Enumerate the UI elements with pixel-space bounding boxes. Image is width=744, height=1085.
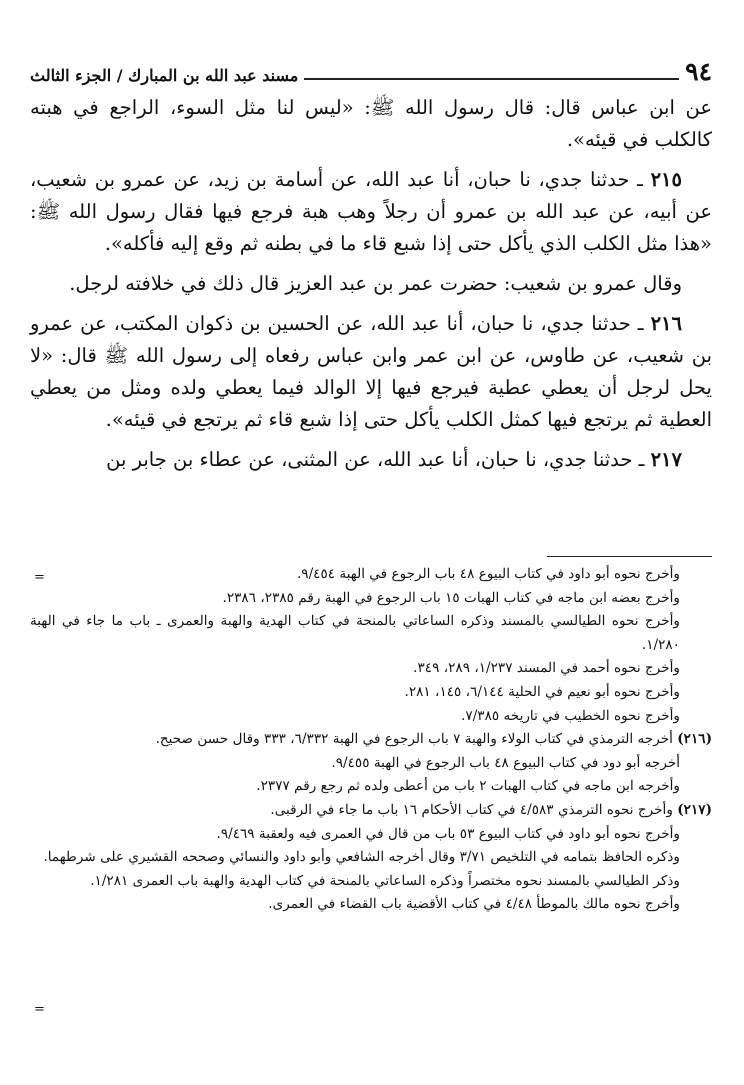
footnote-ref: (٢١٧)	[677, 801, 712, 818]
footnote-line: وأخرج نحوه أبو داود في كتاب البيوع ٥٣ باب من قال في العمرى فيه ولعقبة ٩/٤٦٩.	[216, 825, 680, 842]
hadith-text: ـ حدثنا جدي، نا حبان، أنا عبد الله، عن أسامة بن زيد، عن عمرو بن شعيب، عن أبيه، عن عبد الله بن عمرو أن رجلاً وهب هبة فرجع فيها فقال رسول الله ﷺ: «هذا مثل الكلب الذي يأكل حتى إذا شبع قاء ما في بطنه ثم وقع إليه فأكله».	[30, 168, 712, 255]
hadith-number: ٢١٥	[650, 168, 682, 191]
footnote-216	[30, 728, 712, 752]
header-title: مسند عبد الله بن المبارك / الجزء الثالث	[30, 66, 299, 85]
hadith-text: ـ حدثنا جدي، نا حبان، أنا عبد الله، عن المثنى، عن عطاء بن جابر بن	[106, 448, 645, 471]
header-rule	[304, 78, 679, 80]
footnote-line: وأخرج نحوه أبو نعيم في الحلية ٦/١٤٤، ١٤٥، ٢٨١.	[404, 683, 680, 700]
footnote-line: وأخرج نحوه أحمد في المسند ١/٢٣٧، ٢٨٩، ٣٤٩.	[413, 660, 680, 677]
footnote-line: أخرجه أبو دود في كتاب البيوع ٤٨ باب الرجوع في الهبة ٩/٤٥٥.	[331, 754, 680, 771]
footnote-line: وأخرج نحوه الترمذي ٤/٥٨٣ في كتاب الأحكام ١٦ باب ما جاء في الرقبى.	[270, 801, 673, 818]
footnote-line: وأخرج نحوه الطيالسي بالمسند وذكره الساعاتي بالمنحة في كتاب الهدية والهبة والعمرى ـ باب ما جاء في الهبة ١/٢٨٠.	[30, 613, 680, 653]
footnote-line: وذكر الطيالسي بالمسند نحوه مختصراً وذكره الساعاتي بالمنحة في كتاب الهدية والهبة باب العمرى ١/٢٨١.	[90, 872, 680, 889]
hadith-215	[30, 164, 712, 260]
footnote-line: أخرجه الترمذي في كتاب الولاء والهبة ٧ باب الرجوع في الهبة ٦/٣٣٢، ٣٣٣ وقال حسن صحيح.	[155, 731, 673, 748]
footnote-separator	[547, 556, 712, 557]
hadith-217	[30, 444, 712, 476]
hadith-number: ٢١٧	[650, 448, 682, 471]
footnote-line: وذكره الحافظ بتمامه في التلخيص ٣/٧١ وقال أخرجه الشافعي وأبو داود والنسائي وصححه القشيري على شرطهما.	[43, 849, 680, 866]
footnotes	[30, 563, 712, 917]
page-number: ٩٤	[685, 57, 712, 86]
footnote-line: وأخرج نحوه مالك بالموطأ ٤/٤٨ في كتاب الأقضية باب القضاء في العمرى.	[268, 896, 680, 913]
footnote-217	[30, 799, 712, 823]
hadith-number: ٢١٦	[650, 312, 682, 335]
hadith-214-end: عن ابن عباس قال: قال رسول الله ﷺ: «ليس لنا مثل السوء، الراجع في هبته كالكلب في قيئه».	[30, 96, 712, 151]
footnote-line: وأخرجه ابن ماجه في كتاب الهبات ٢ باب من أعطى ولده ثم رجع رقم ٢٣٧٧.	[256, 778, 680, 795]
running-header	[30, 52, 712, 84]
main-text	[30, 92, 712, 484]
footnote-continuation-mark: =	[34, 570, 45, 585]
hadith-text: ـ حدثنا جدي، نا حبان، أنا عبد الله، عن الحسين بن ذكوان المكتب، عن عمرو بن شعيب، عن طاوس، عن ابن عمر وابن عباس رفعاه إلى رسول الله ﷺ قال: «لا يحل لرجل أن يعطي عطية فيرجع فيها إلا الوالد فيما يعطي ولده ومثل من يعطي العطية ثم يرتجع فيها كمثل الكلب يأكل حتى إذا شبع قاء ثم يرتجع في قيئه».	[30, 312, 712, 431]
amr-ibn-shuayb-note: وقال عمرو بن شعيب: حضرت عمر بن عبد العزيز قال ذلك في خلافته لرجل.	[69, 272, 682, 295]
footnote-end-mark: =	[34, 1002, 45, 1017]
footnote-line: وأخرج بعضه ابن ماجه في كتاب الهبات ١٥ باب الرجوع في الهبة رقم ٢٣٨٥، ٢٣٨٦.	[222, 589, 680, 606]
hadith-216	[30, 308, 712, 436]
footnote-line: وأخرج نحوه الخطيب في تاريخه ٧/٣٨٥.	[461, 707, 680, 724]
footnote-ref: (٢١٦)	[677, 731, 712, 748]
footnote-line: وأخرج نحوه أبو داود في كتاب البيوع ٤٨ باب الرجوع في الهبة ٩/٤٥٤.	[296, 566, 680, 582]
